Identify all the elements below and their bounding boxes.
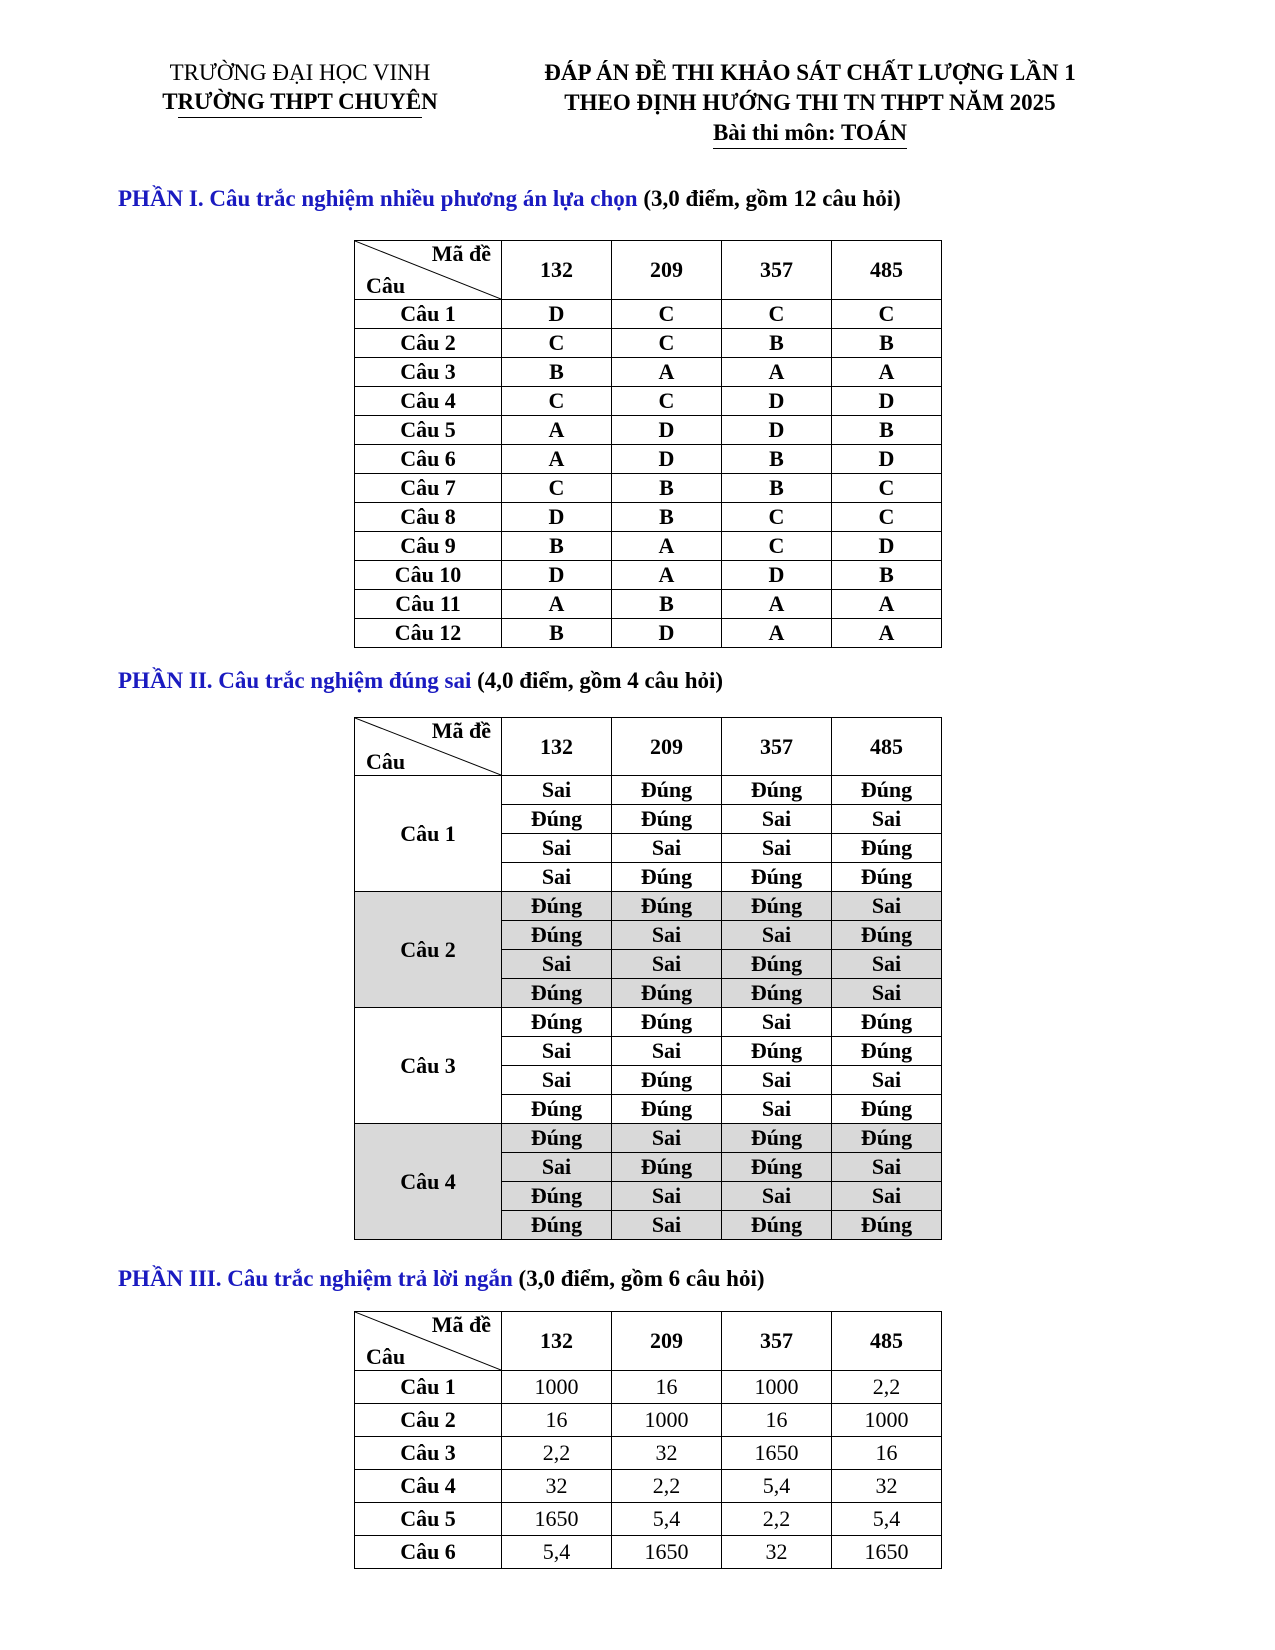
answer-cell: D xyxy=(612,416,722,445)
answer-cell: Đúng xyxy=(502,1182,612,1211)
part1-points: (3,0 điểm, gồm 12 câu hỏi) xyxy=(637,186,901,211)
question-label: Câu 9 xyxy=(355,532,502,561)
answer-cell: C xyxy=(722,300,832,329)
exam-code-header: 209 xyxy=(612,1312,722,1371)
table-header-row xyxy=(355,241,942,300)
answer-cell: B xyxy=(722,445,832,474)
question-label: Câu 10 xyxy=(355,561,502,590)
answer-cell: B xyxy=(502,532,612,561)
answer-cell: Đúng xyxy=(502,921,612,950)
answer-cell: C xyxy=(612,329,722,358)
answer-cell: Đúng xyxy=(832,776,942,805)
part3-answer-table xyxy=(354,1311,942,1569)
part3-points: (3,0 điểm, gồm 6 câu hỏi) xyxy=(512,1266,765,1291)
part1-answer-table xyxy=(354,240,942,648)
answer-cell: 2,2 xyxy=(832,1371,942,1404)
answer-cell: Đúng xyxy=(832,1211,942,1240)
answer-cell: Sai xyxy=(502,1066,612,1095)
answer-cell: D xyxy=(612,619,722,648)
answer-cell: D xyxy=(722,387,832,416)
answer-cell: Đúng xyxy=(502,1211,612,1240)
answer-cell: Sai xyxy=(832,1153,942,1182)
answer-cell: Sai xyxy=(502,834,612,863)
question-label: Câu 1 xyxy=(355,776,502,892)
exam-code-header: 132 xyxy=(502,718,612,776)
answer-cell: Đúng xyxy=(832,834,942,863)
answer-cell: C xyxy=(502,474,612,503)
answer-cell: Đúng xyxy=(722,1037,832,1066)
answer-cell: Sai xyxy=(722,834,832,863)
corner-label-question: Câu xyxy=(366,749,406,774)
table-row xyxy=(355,532,942,561)
corner-label-question: Câu xyxy=(366,1344,406,1369)
answer-cell: A xyxy=(722,619,832,648)
answer-cell: Đúng xyxy=(722,979,832,1008)
question-label: Câu 6 xyxy=(355,1536,502,1569)
table-header-row xyxy=(355,1312,942,1371)
answer-cell: Đúng xyxy=(722,776,832,805)
answer-cell: Sai xyxy=(502,863,612,892)
answer-cell: C xyxy=(502,329,612,358)
question-label: Câu 4 xyxy=(355,1470,502,1503)
school-name: TRƯỜNG THPT CHUYÊN xyxy=(162,89,438,114)
answer-cell: B xyxy=(612,590,722,619)
table-row xyxy=(355,1404,942,1437)
answer-cell: C xyxy=(722,532,832,561)
answer-cell: D xyxy=(502,503,612,532)
question-label: Câu 7 xyxy=(355,474,502,503)
answer-cell: Sai xyxy=(832,950,942,979)
exam-code-header: 209 xyxy=(612,718,722,776)
corner-header-cell xyxy=(355,1312,502,1371)
answer-cell: Đúng xyxy=(502,1095,612,1124)
part1-title: PHẦN I. Câu trắc nghiệm nhiều phương án lựa chọn xyxy=(118,186,638,211)
answer-cell: 5,4 xyxy=(832,1503,942,1536)
answer-cell: 32 xyxy=(502,1470,612,1503)
answer-cell: 5,4 xyxy=(502,1536,612,1569)
exam-code-header: 357 xyxy=(722,718,832,776)
answer-cell: A xyxy=(612,561,722,590)
answer-cell: C xyxy=(502,387,612,416)
question-label: Câu 3 xyxy=(355,358,502,387)
answer-cell: D xyxy=(722,561,832,590)
exam-code-header: 485 xyxy=(832,1312,942,1371)
answer-cell: 1000 xyxy=(832,1404,942,1437)
answer-cell: Sai xyxy=(832,805,942,834)
part2-heading xyxy=(118,668,723,694)
answer-cell: B xyxy=(502,358,612,387)
answer-cell: B xyxy=(722,329,832,358)
answer-cell: Sai xyxy=(832,1182,942,1211)
question-label: Câu 2 xyxy=(355,329,502,358)
exam-code-header: 485 xyxy=(832,241,942,300)
question-label: Câu 8 xyxy=(355,503,502,532)
answer-cell: Đúng xyxy=(502,1124,612,1153)
corner-header xyxy=(355,718,501,775)
table-header-row xyxy=(355,718,942,776)
answer-cell: Đúng xyxy=(502,892,612,921)
answer-cell: 32 xyxy=(722,1536,832,1569)
answer-cell: Sai xyxy=(722,1182,832,1211)
answer-cell: 32 xyxy=(832,1470,942,1503)
answer-cell: A xyxy=(832,358,942,387)
answer-cell: C xyxy=(832,503,942,532)
answer-cell: Đúng xyxy=(722,863,832,892)
answer-cell: Đúng xyxy=(722,950,832,979)
table-row xyxy=(355,1437,942,1470)
answer-cell: Sai xyxy=(722,805,832,834)
part1-heading xyxy=(118,186,901,212)
answer-cell: Sai xyxy=(722,1066,832,1095)
table-row xyxy=(355,619,942,648)
answer-cell: D xyxy=(502,561,612,590)
document-subtitle: THEO ĐỊNH HƯỚNG THI TN THPT NĂM 2025 xyxy=(564,90,1056,115)
answer-cell: 1000 xyxy=(612,1404,722,1437)
answer-cell: Sai xyxy=(502,950,612,979)
question-label: Câu 1 xyxy=(355,300,502,329)
question-label: Câu 2 xyxy=(355,1404,502,1437)
question-label: Câu 3 xyxy=(355,1008,502,1124)
answer-cell: Sai xyxy=(612,1211,722,1240)
corner-label-question: Câu xyxy=(366,273,406,298)
table-row xyxy=(355,329,942,358)
answer-cell: Đúng xyxy=(612,805,722,834)
answer-cell: 32 xyxy=(612,1437,722,1470)
table-row xyxy=(355,892,942,921)
answer-cell: Đúng xyxy=(832,863,942,892)
exam-code-header: 485 xyxy=(832,718,942,776)
answer-cell: Đúng xyxy=(722,1211,832,1240)
answer-cell: Đúng xyxy=(612,776,722,805)
answer-cell: Đúng xyxy=(832,1008,942,1037)
answer-cell: Sai xyxy=(612,921,722,950)
answer-cell: D xyxy=(832,387,942,416)
header-underline xyxy=(178,117,422,118)
answer-cell: Sai xyxy=(612,1124,722,1153)
corner-label-code: Mã đề xyxy=(431,241,491,266)
answer-cell: Sai xyxy=(612,834,722,863)
university-name: TRƯỜNG ĐẠI HỌC VINH xyxy=(169,60,431,85)
answer-cell: Đúng xyxy=(832,921,942,950)
answer-cell: C xyxy=(612,387,722,416)
answer-cell: Đúng xyxy=(722,1153,832,1182)
table-row xyxy=(355,358,942,387)
answer-cell: B xyxy=(612,503,722,532)
question-label: Câu 11 xyxy=(355,590,502,619)
answer-cell: Sai xyxy=(502,776,612,805)
answer-cell: B xyxy=(612,474,722,503)
answer-cell: Đúng xyxy=(502,805,612,834)
answer-cell: B xyxy=(502,619,612,648)
question-label: Câu 1 xyxy=(355,1371,502,1404)
answer-cell: A xyxy=(502,590,612,619)
document-title: ĐÁP ÁN ĐỀ THI KHẢO SÁT CHẤT LƯỢNG LẦN 1 xyxy=(544,60,1076,85)
table-row xyxy=(355,387,942,416)
question-label: Câu 2 xyxy=(355,892,502,1008)
answer-cell: Đúng xyxy=(612,1153,722,1182)
corner-header-cell xyxy=(355,241,502,300)
table-row xyxy=(355,503,942,532)
answer-cell: Sai xyxy=(832,1066,942,1095)
answer-cell: Đúng xyxy=(832,1037,942,1066)
part2-points: (4,0 điểm, gồm 4 câu hỏi) xyxy=(471,668,724,693)
corner-label-code: Mã đề xyxy=(431,718,491,743)
question-label: Câu 12 xyxy=(355,619,502,648)
answer-cell: Sai xyxy=(832,892,942,921)
answer-cell: A xyxy=(722,590,832,619)
answer-cell: 1000 xyxy=(722,1371,832,1404)
answer-cell: B xyxy=(832,561,942,590)
table-row xyxy=(355,1371,942,1404)
answer-cell: B xyxy=(832,416,942,445)
answer-cell: Đúng xyxy=(612,863,722,892)
answer-cell: 2,2 xyxy=(502,1437,612,1470)
question-label: Câu 5 xyxy=(355,1503,502,1536)
answer-cell: Đúng xyxy=(612,1066,722,1095)
question-label: Câu 5 xyxy=(355,416,502,445)
answer-cell: B xyxy=(832,329,942,358)
answer-cell: Sai xyxy=(722,1008,832,1037)
answer-cell: D xyxy=(832,445,942,474)
answer-cell: 2,2 xyxy=(612,1470,722,1503)
answer-cell: Sai xyxy=(722,1095,832,1124)
corner-header-cell xyxy=(355,718,502,776)
answer-cell: Sai xyxy=(612,950,722,979)
answer-cell: D xyxy=(502,300,612,329)
answer-cell: 16 xyxy=(832,1437,942,1470)
table-row xyxy=(355,1124,942,1153)
answer-cell: 1650 xyxy=(502,1503,612,1536)
answer-cell: 16 xyxy=(722,1404,832,1437)
table-row xyxy=(355,590,942,619)
answer-cell: Sai xyxy=(832,979,942,1008)
answer-cell: Sai xyxy=(612,1037,722,1066)
answer-cell: 1650 xyxy=(832,1536,942,1569)
answer-cell: 5,4 xyxy=(722,1470,832,1503)
answer-cell: 1650 xyxy=(612,1536,722,1569)
question-label: Câu 3 xyxy=(355,1437,502,1470)
answer-cell: 1650 xyxy=(722,1437,832,1470)
answer-cell: D xyxy=(722,416,832,445)
answer-cell: A xyxy=(502,445,612,474)
table-row xyxy=(355,1536,942,1569)
answer-cell: D xyxy=(832,532,942,561)
table-row xyxy=(355,561,942,590)
answer-cell: Đúng xyxy=(502,979,612,1008)
exam-code-header: 209 xyxy=(612,241,722,300)
answer-cell: 2,2 xyxy=(722,1503,832,1536)
answer-cell: Đúng xyxy=(612,979,722,1008)
exam-code-header: 357 xyxy=(722,1312,832,1371)
part2-answer-table xyxy=(354,717,942,1240)
document-title-block xyxy=(505,58,1115,149)
corner-header xyxy=(355,241,501,299)
answer-cell: A xyxy=(612,532,722,561)
answer-cell: Sai xyxy=(502,1037,612,1066)
subject-line: Bài thi môn: TOÁN xyxy=(713,118,907,149)
table-row xyxy=(355,445,942,474)
answer-cell: Đúng xyxy=(832,1095,942,1124)
exam-code-header: 132 xyxy=(502,241,612,300)
table-row xyxy=(355,776,942,805)
corner-header xyxy=(355,1312,501,1370)
school-header xyxy=(150,58,450,118)
answer-cell: Sai xyxy=(612,1182,722,1211)
question-label: Câu 6 xyxy=(355,445,502,474)
part3-heading xyxy=(118,1266,765,1292)
answer-cell: 5,4 xyxy=(612,1503,722,1536)
answer-cell: Đúng xyxy=(612,892,722,921)
answer-cell: B xyxy=(722,474,832,503)
answer-cell: C xyxy=(832,300,942,329)
answer-cell: 16 xyxy=(612,1371,722,1404)
answer-cell: Sai xyxy=(722,921,832,950)
corner-label-code: Mã đề xyxy=(431,1312,491,1337)
answer-cell: A xyxy=(612,358,722,387)
answer-cell: D xyxy=(612,445,722,474)
question-label: Câu 4 xyxy=(355,1124,502,1240)
answer-cell: C xyxy=(612,300,722,329)
table-row xyxy=(355,1503,942,1536)
answer-cell: 16 xyxy=(502,1404,612,1437)
table-row xyxy=(355,1008,942,1037)
part3-title: PHẦN III. Câu trắc nghiệm trả lời ngắn xyxy=(118,1266,513,1291)
answer-cell: Sai xyxy=(502,1153,612,1182)
table-row xyxy=(355,1470,942,1503)
answer-cell: Đúng xyxy=(612,1008,722,1037)
answer-cell: A xyxy=(832,590,942,619)
table-row xyxy=(355,300,942,329)
answer-cell: Đúng xyxy=(832,1124,942,1153)
exam-code-header: 132 xyxy=(502,1312,612,1371)
answer-cell: A xyxy=(722,358,832,387)
answer-cell: A xyxy=(832,619,942,648)
answer-cell: Đúng xyxy=(722,892,832,921)
table-row xyxy=(355,474,942,503)
exam-code-header: 357 xyxy=(722,241,832,300)
question-label: Câu 4 xyxy=(355,387,502,416)
answer-cell: 1000 xyxy=(502,1371,612,1404)
answer-cell: Đúng xyxy=(502,1008,612,1037)
answer-cell: Đúng xyxy=(612,1095,722,1124)
table-row xyxy=(355,416,942,445)
answer-cell: C xyxy=(722,503,832,532)
answer-cell: A xyxy=(502,416,612,445)
answer-cell: Đúng xyxy=(722,1124,832,1153)
answer-cell: C xyxy=(832,474,942,503)
part2-title: PHẦN II. Câu trắc nghiệm đúng sai xyxy=(118,668,472,693)
